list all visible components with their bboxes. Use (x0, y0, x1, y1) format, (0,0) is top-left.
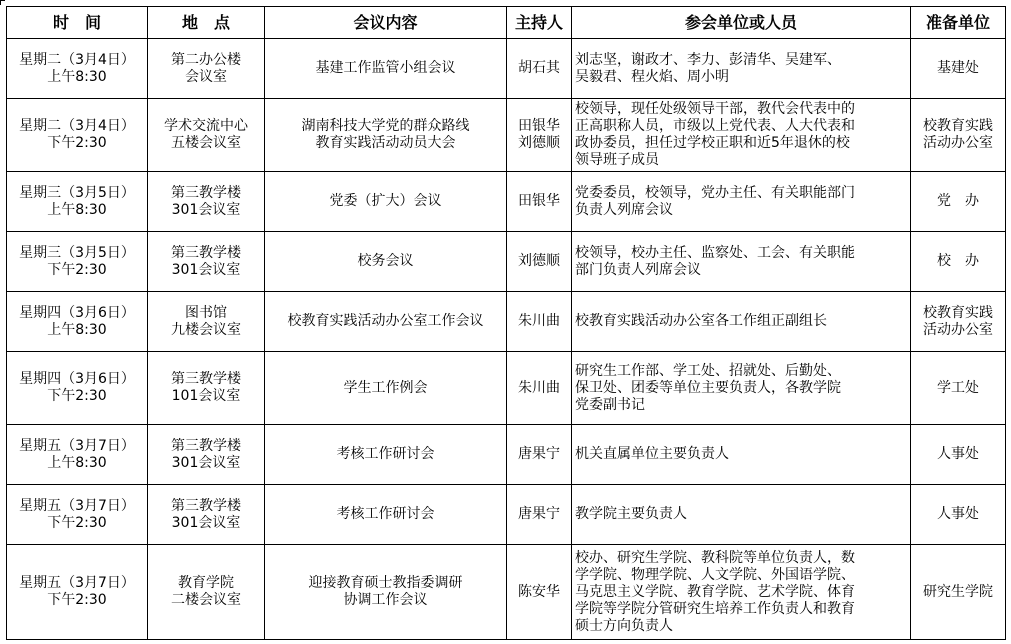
time-cell (7, 39, 148, 99)
attendees-cell-line: 负责人列席会议 (575, 201, 673, 218)
prep-cell-line: 校教育实践 (923, 118, 993, 134)
host-cell (507, 232, 572, 292)
host-cell-line: 田银华 (518, 118, 560, 134)
time-cell-line: 上午8:30 (47, 321, 107, 338)
content-cell-line: 党委（扩大）会议 (329, 193, 442, 209)
place-cell-line: 图书馆 (185, 304, 227, 321)
place-cell (148, 39, 265, 99)
host-cell (507, 545, 572, 640)
host-cell (507, 292, 572, 352)
content-cell (265, 485, 507, 545)
table-row (7, 425, 1006, 485)
place-cell-line: 会议室 (185, 68, 227, 85)
time-cell (7, 545, 148, 640)
place-cell-line: 第三教学楼 (171, 184, 241, 201)
attendees-cell-line: 党委副书记 (575, 396, 645, 413)
table-row (7, 485, 1006, 545)
attendees-cell-line: 校教育实践活动办公室各工作组正副组长 (575, 313, 827, 329)
place-cell (148, 425, 265, 485)
host-cell (507, 425, 572, 485)
place-cell-line: 学术交流中心 (164, 118, 248, 134)
host-cell (507, 99, 572, 172)
host-cell (507, 39, 572, 99)
host-cell (507, 352, 572, 425)
content-cell-line: 基建工作监管小组会议 (315, 60, 456, 76)
content-cell (265, 425, 507, 485)
meeting-schedule-table (6, 6, 1006, 640)
host-cell (507, 172, 572, 232)
host-cell-line: 唐果宁 (518, 506, 560, 522)
place-cell-line: 301会议室 (171, 454, 241, 471)
content-cell-line: 校教育实践活动办公室工作会议 (287, 313, 484, 329)
content-cell-line: 考核工作研讨会 (336, 506, 435, 522)
time-cell-line: 上午8:30 (47, 201, 107, 218)
attendees-cell-line: 党委委员，校领导，党办主任、有关职能部门 (575, 184, 855, 201)
place-cell (148, 485, 265, 545)
table-anchor-mark (0, 0, 5, 5)
content-cell-line: 迎接教育硕士教指委调研 (308, 575, 463, 591)
prep-cell-line: 学工处 (937, 379, 979, 396)
header-prep: 准备单位 (911, 7, 1006, 39)
place-cell-line: 二楼会议室 (171, 592, 241, 608)
time-cell-line: 下午2:30 (47, 592, 107, 608)
place-cell-line: 第三教学楼 (171, 244, 241, 261)
content-cell (265, 172, 507, 232)
content-cell-line: 校务会议 (357, 253, 414, 269)
place-cell-line: 第三教学楼 (171, 437, 241, 454)
attendees-cell-line: 吴毅君、程火焰、周小明 (575, 68, 729, 85)
content-cell-line: 考核工作研讨会 (336, 446, 435, 462)
attendees-cell-line: 政协委员，担任过学校正职和近5年退休的校 (575, 135, 850, 151)
content-cell (265, 39, 507, 99)
host-cell (507, 485, 572, 545)
place-cell-line: 301会议室 (171, 201, 241, 218)
header-attendees: 参会单位或人员 (572, 7, 911, 39)
prep-cell (911, 39, 1006, 99)
place-cell (148, 232, 265, 292)
time-cell-line: 下午2:30 (47, 135, 107, 151)
attendees-cell-line: 领导班子成员 (575, 152, 659, 168)
attendees-cell-line: 硕士方向负责人 (575, 617, 673, 634)
place-cell-line: 第二办公楼 (171, 51, 241, 68)
host-cell-line: 刘德顺 (518, 253, 560, 269)
time-cell-line: 上午8:30 (47, 454, 107, 471)
table-row (7, 352, 1006, 425)
host-cell-line: 胡石其 (518, 60, 560, 76)
prep-cell-line: 人事处 (937, 446, 979, 462)
prep-cell-line: 党 办 (937, 193, 979, 209)
header-row (7, 7, 1006, 39)
place-cell (148, 292, 265, 352)
prep-cell (911, 232, 1006, 292)
attendees-cell-line: 校领导，现任处级领导干部，教代会代表中的 (575, 101, 855, 117)
attendees-cell (572, 232, 911, 292)
attendees-cell-line: 刘志坚，谢政才、李力、彭清华、吴建军、 (575, 51, 841, 68)
prep-cell (911, 292, 1006, 352)
time-cell-line: 下午2:30 (47, 388, 107, 404)
content-cell-line: 湖南科技大学党的群众路线 (301, 118, 470, 134)
place-cell (148, 99, 265, 172)
time-cell (7, 232, 148, 292)
attendees-cell-line: 保卫处、团委等单位主要负责人，各教学院 (575, 379, 841, 396)
place-cell-line: 五楼会议室 (171, 135, 241, 151)
content-cell (265, 232, 507, 292)
prep-cell-line: 活动办公室 (923, 135, 993, 151)
header-host: 主持人 (507, 7, 572, 39)
table-row (7, 172, 1006, 232)
prep-cell (911, 485, 1006, 545)
host-cell-line: 朱川曲 (518, 379, 560, 396)
attendees-cell (572, 352, 911, 425)
content-cell (265, 545, 507, 640)
schedule-body (7, 39, 1006, 640)
attendees-cell (572, 485, 911, 545)
attendees-cell (572, 292, 911, 352)
content-cell-line: 学生工作例会 (343, 379, 428, 396)
attendees-cell-line: 正高职称人员，市级以上党代表、人大代表和 (575, 118, 855, 134)
place-cell-line: 教育学院 (178, 575, 234, 591)
header-place: 地 点 (148, 7, 265, 39)
prep-cell (911, 352, 1006, 425)
time-cell-line: 下午2:30 (47, 261, 107, 278)
attendees-cell-line: 校领导，校办主任、监察处、工会、有关职能 (575, 244, 855, 261)
content-cell-line: 协调工作会议 (343, 592, 428, 608)
time-cell-line: 星期五（3月7日） (19, 497, 135, 514)
prep-cell-line: 活动办公室 (923, 321, 993, 338)
attendees-cell (572, 425, 911, 485)
attendees-cell-line: 机关直属单位主要负责人 (575, 446, 729, 462)
time-cell (7, 425, 148, 485)
prep-cell-line: 人事处 (937, 506, 979, 522)
content-cell-line: 教育实践活动动员大会 (315, 135, 456, 151)
place-cell-line: 第三教学楼 (171, 371, 241, 387)
prep-cell-line: 基建处 (937, 60, 979, 76)
prep-cell (911, 99, 1006, 172)
attendees-cell-line: 马克思主义学院、教育学院、艺术学院、体育 (575, 583, 855, 600)
table-row (7, 39, 1006, 99)
prep-cell (911, 172, 1006, 232)
attendees-cell-line: 学学院、物理学院、人文学院、外国语学院、 (575, 566, 855, 583)
content-cell (265, 99, 507, 172)
time-cell-line: 星期三（3月5日） (19, 184, 135, 201)
prep-cell (911, 425, 1006, 485)
table-row (7, 232, 1006, 292)
place-cell (148, 172, 265, 232)
place-cell (148, 352, 265, 425)
time-cell (7, 172, 148, 232)
place-cell-line: 九楼会议室 (171, 321, 241, 338)
place-cell-line: 301会议室 (171, 261, 241, 278)
content-cell (265, 292, 507, 352)
prep-cell-line: 研究生学院 (923, 583, 993, 600)
table-row (7, 292, 1006, 352)
prep-cell-line: 校 办 (937, 253, 979, 269)
time-cell-line: 星期二（3月4日） (19, 51, 135, 68)
table-row (7, 545, 1006, 640)
time-cell (7, 99, 148, 172)
time-cell-line: 星期四（3月6日） (19, 304, 135, 321)
attendees-cell-line: 校办、研究生学院、教科院等单位负责人，数 (575, 549, 855, 566)
host-cell-line: 田银华 (518, 193, 560, 209)
attendees-cell (572, 545, 911, 640)
host-cell-line: 陈安华 (518, 583, 560, 600)
attendees-cell (572, 99, 911, 172)
header-time: 时 间 (7, 7, 148, 39)
attendees-cell-line: 研究生工作部、学工处、招就处、后勤处、 (575, 362, 841, 379)
time-cell-line: 上午8:30 (47, 68, 107, 85)
attendees-cell (572, 39, 911, 99)
table-row (7, 99, 1006, 172)
place-cell-line: 101会议室 (171, 388, 241, 404)
content-cell (265, 352, 507, 425)
time-cell (7, 352, 148, 425)
attendees-cell-line: 学院等学院分管研究生培养工作负责人和教育 (575, 600, 855, 617)
place-cell-line: 第三教学楼 (171, 497, 241, 514)
attendees-cell (572, 172, 911, 232)
host-cell-line: 朱川曲 (518, 313, 560, 329)
place-cell-line: 301会议室 (171, 514, 241, 531)
attendees-cell-line: 教学院主要负责人 (575, 506, 687, 522)
time-cell-line: 星期五（3月7日） (19, 575, 135, 591)
prep-cell-line: 校教育实践 (923, 304, 993, 321)
time-cell (7, 485, 148, 545)
time-cell-line: 星期五（3月7日） (19, 437, 135, 454)
time-cell-line: 星期二（3月4日） (19, 118, 135, 134)
header-content: 会议内容 (265, 7, 507, 39)
time-cell-line: 下午2:30 (47, 514, 107, 531)
host-cell-line: 刘德顺 (518, 135, 560, 151)
time-cell (7, 292, 148, 352)
host-cell-line: 唐果宁 (518, 446, 560, 462)
place-cell (148, 545, 265, 640)
time-cell-line: 星期四（3月6日） (19, 371, 135, 387)
attendees-cell-line: 部门负责人列席会议 (575, 261, 701, 278)
time-cell-line: 星期三（3月5日） (19, 244, 135, 261)
prep-cell (911, 545, 1006, 640)
